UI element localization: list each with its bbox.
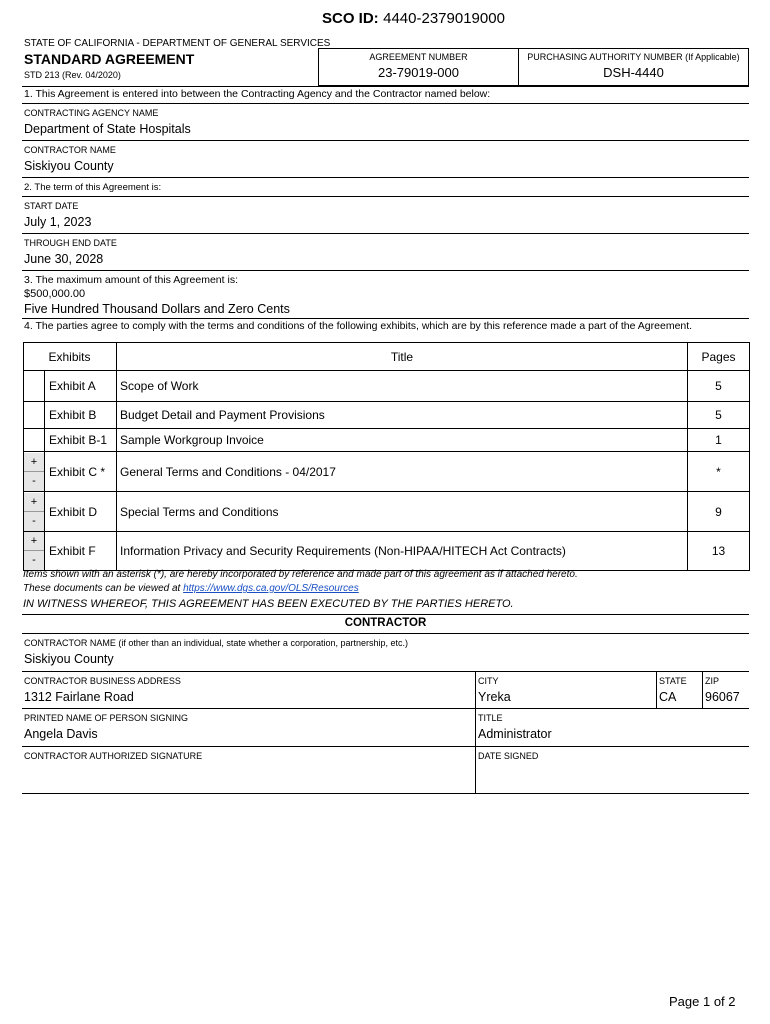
page-number: Page 1 of 2 (669, 994, 736, 1009)
agency-name-label: CONTRACTING AGENCY NAME (24, 108, 159, 118)
printed-name-label: PRINTED NAME OF PERSON SIGNING (24, 713, 189, 723)
business-address-label: CONTRACTOR BUSINESS ADDRESS (24, 676, 181, 686)
exhibits-header: Exhibits (45, 343, 117, 371)
contractor-name-top: Siskiyou County (24, 159, 114, 173)
business-address: 1312 Fairlane Road (24, 690, 134, 704)
add-row-button[interactable]: + (24, 532, 44, 551)
purchasing-authority-box (519, 48, 749, 86)
contractor-name-label-2: CONTRACTOR NAME (if other than an individual, state whether a corporation, partnership, etc.) (24, 638, 408, 648)
exhibits-table (23, 342, 750, 571)
witness-statement: IN WITNESS WHEREOF, THIS AGREEMENT HAS BEEN EXECUTED BY THE PARTIES HERETO. (23, 598, 514, 610)
sco-id-value: 4440-2379019000 (383, 10, 505, 27)
title-header: Title (117, 343, 688, 371)
signature-field[interactable] (24, 764, 472, 792)
form-title: STANDARD AGREEMENT (24, 51, 195, 67)
agency-name: Department of State Hospitals (24, 122, 191, 136)
exhibit-pages: 13 (688, 532, 750, 571)
exhibit-pages: 1 (688, 429, 750, 452)
exhibit-pages: 5 (688, 402, 750, 429)
documents-note-prefix: These documents can be viewed at (23, 583, 184, 594)
exhibit-name: Exhibit F (45, 532, 117, 571)
exhibit-row (24, 452, 750, 492)
city: Yreka (478, 690, 511, 704)
section2-text: 2. The term of this Agreement is: (24, 182, 162, 193)
state-department-line: STATE OF CALIFORNIA - DEPARTMENT OF GENERAL SERVICES (24, 38, 331, 49)
title-label: TITLE (478, 713, 503, 723)
max-amount-words: Five Hundred Thousand Dollars and Zero Cents (24, 302, 290, 316)
documents-note (23, 583, 359, 594)
agreement-number: 23-79019-000 (378, 65, 459, 80)
zip-label: ZIP (705, 676, 720, 686)
exhibit-row (24, 429, 750, 452)
max-amount: $500,000.00 (24, 288, 86, 300)
purchasing-authority-number: DSH-4440 (603, 65, 664, 80)
asterisk-note: Items shown with an asterisk (*), are hereby incorporated by reference and made part of this agreement as if attached hereto. (23, 569, 578, 580)
sco-id (322, 10, 505, 28)
section3-text: 3. The maximum amount of this Agreement is: (24, 274, 238, 286)
exhibit-pages: 9 (688, 492, 750, 532)
form-id: STD 213 (Rev. 04/2020) (24, 70, 121, 80)
printed-name: Angela Davis (24, 727, 98, 741)
resources-link[interactable]: https://www.dgs.ca.gov/OLS/Resources (183, 583, 359, 594)
exhibit-title: Sample Workgroup Invoice (117, 429, 688, 452)
pages-header: Pages (688, 343, 750, 371)
exhibit-name: Exhibit A (45, 371, 117, 402)
exhibit-title: Special Terms and Conditions (117, 492, 688, 532)
contractor-name-label: CONTRACTOR NAME (24, 145, 116, 155)
signer-title: Administrator (478, 727, 552, 741)
exhibit-name: Exhibit D (45, 492, 117, 532)
add-row-button[interactable]: + (24, 493, 44, 512)
date-signed-label: DATE SIGNED (478, 751, 539, 761)
end-date: June 30, 2028 (24, 252, 104, 266)
exhibit-pages: 5 (688, 371, 750, 402)
exhibit-pages: * (688, 452, 750, 492)
exhibit-row (24, 532, 750, 571)
exhibit-name: Exhibit C * (45, 452, 117, 492)
section1-text: 1. This Agreement is entered into between the Contracting Agency and the Contractor named below: (24, 88, 491, 100)
sco-id-label: SCO ID: (322, 10, 379, 27)
end-date-label: THROUGH END DATE (24, 238, 117, 248)
exhibit-title: Budget Detail and Payment Provisions (117, 402, 688, 429)
exhibit-name: Exhibit B (45, 402, 117, 429)
contractor-name: Siskiyou County (24, 652, 114, 666)
exhibit-title: Scope of Work (117, 371, 688, 402)
date-signed-field[interactable] (478, 764, 746, 792)
exhibit-row (24, 402, 750, 429)
section4-text: 4. The parties agree to comply with the terms and conditions of the following exhibits, which are by this reference made a part of the Agreement. (24, 320, 693, 332)
exhibit-title: General Terms and Conditions - 04/2017 (117, 452, 688, 492)
zip: 96067 (705, 690, 740, 704)
remove-row-button[interactable]: - (24, 512, 44, 531)
exhibit-row (24, 371, 750, 402)
remove-row-button[interactable]: - (24, 551, 44, 570)
state: CA (659, 690, 677, 704)
signature-label: CONTRACTOR AUTHORIZED SIGNATURE (24, 751, 203, 761)
start-date: July 1, 2023 (24, 215, 92, 229)
exhibit-row (24, 492, 750, 532)
remove-row-button[interactable]: - (24, 472, 44, 491)
city-label: CITY (478, 676, 499, 686)
exhibit-title: Information Privacy and Security Requirements (Non-HIPAA/HITECH Act Contracts) (117, 532, 688, 571)
purchasing-authority-label: PURCHASING AUTHORITY NUMBER (If Applicable) (527, 52, 740, 62)
add-row-button[interactable]: + (24, 453, 44, 472)
agreement-number-box (318, 48, 519, 86)
contractor-heading: CONTRACTOR (344, 617, 427, 629)
exhibits-header-row (24, 343, 750, 371)
exhibit-name: Exhibit B-1 (45, 429, 117, 452)
state-label: STATE (659, 676, 687, 686)
start-date-label: START DATE (24, 201, 79, 211)
agreement-number-label: AGREEMENT NUMBER (369, 52, 468, 62)
